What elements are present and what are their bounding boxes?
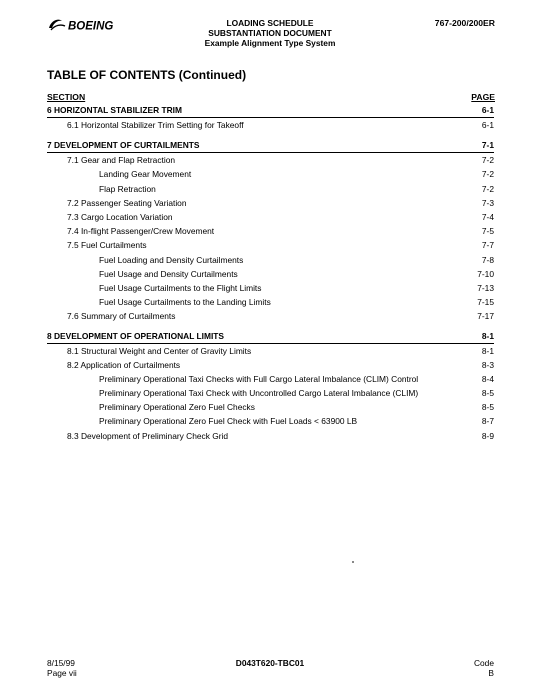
- toc-entry: [99, 183, 494, 195]
- toc-entry-page: 8-7: [481, 416, 494, 426]
- toc-entry-page: 7-4: [481, 212, 494, 222]
- toc-entry: [99, 268, 494, 280]
- toc-entry-page: 7-13: [477, 283, 494, 293]
- toc-entry: [67, 359, 494, 371]
- toc-entry-page: 7-2: [481, 169, 494, 179]
- toc-entry-title: Preliminary Operational Taxi Checks with Full Cargo Lateral Imbalance (CLIM) Control: [99, 374, 419, 384]
- toc-entry-page: 6-1: [481, 105, 494, 115]
- toc-entry-title: 6.1 Horizontal Stabilizer Trim Setting for Takeoff: [67, 120, 244, 130]
- toc-title: TABLE OF CONTENTS (Continued): [47, 68, 247, 82]
- toc-entry-page: 7-8: [481, 255, 494, 265]
- page-column-header: PAGE: [471, 92, 495, 102]
- toc-entry-page: 8-5: [481, 388, 494, 398]
- footer-page: Page vii: [47, 667, 77, 678]
- toc-entry: [47, 104, 494, 116]
- toc-entry-page: 8-1: [481, 346, 494, 356]
- toc-entry-page: 7-10: [477, 269, 494, 279]
- toc-entry-page: 7-1: [481, 140, 494, 150]
- toc-entry-title: 7.4 In-flight Passenger/Crew Movement: [67, 226, 215, 236]
- toc-entry: [99, 296, 494, 308]
- toc-entry-page: 8-1: [481, 331, 494, 341]
- toc-entry-title: 7.1 Gear and Flap Retraction: [67, 155, 176, 165]
- section-divider: [47, 343, 494, 344]
- toc-entry-page: 6-1: [481, 120, 494, 130]
- toc-entry-title: Preliminary Operational Zero Fuel Check with Fuel Loads < 63900 LB: [99, 416, 358, 426]
- toc-entry-title: 8 DEVELOPMENT OF OPERATIONAL LIMITS: [47, 331, 224, 341]
- footer-code-label: Code: [473, 658, 494, 668]
- footer-code-value: B: [488, 667, 494, 678]
- toc-entry-page: 8-4: [481, 374, 494, 384]
- section-column-header: SECTION: [47, 92, 86, 102]
- toc-entry-page: 7-2: [481, 155, 494, 165]
- toc-entry-page: 7-15: [477, 297, 494, 307]
- toc-entry: [67, 345, 494, 357]
- toc-entry: [67, 119, 494, 131]
- header-title-line-2: SUBSTANTIATION DOCUMENT: [208, 28, 332, 38]
- toc-entry: [99, 282, 494, 294]
- toc-entry: [99, 401, 494, 413]
- toc-entry-title: 7.3 Cargo Location Variation: [67, 212, 173, 222]
- toc-entry: [67, 239, 494, 251]
- toc-entry-page: 7-17: [477, 311, 494, 321]
- toc-entry-title: Flap Retraction: [99, 184, 156, 194]
- toc-entry: [67, 197, 494, 209]
- toc-entry: [67, 211, 494, 223]
- toc-entry-page: 8-5: [481, 402, 494, 412]
- toc-entry: [47, 139, 494, 151]
- toc-entry-title: Fuel Usage and Density Curtailments: [99, 269, 238, 279]
- footer-date: 8/15/99: [47, 658, 75, 668]
- section-divider: [47, 117, 494, 118]
- toc-entry-title: 6 HORIZONTAL STABILIZER TRIM: [47, 105, 182, 115]
- toc-entry-title: Preliminary Operational Zero Fuel Checks: [99, 402, 255, 412]
- toc-entry: [99, 254, 494, 266]
- logo-wordmark: BOEING: [68, 20, 114, 33]
- toc-entry-page: 8-9: [481, 431, 494, 441]
- toc-entry-page: 7-3: [481, 198, 494, 208]
- footer-right: [420, 659, 494, 678]
- toc-entry-title: Fuel Loading and Density Curtailments: [99, 255, 244, 265]
- toc-entry: [47, 330, 494, 342]
- toc-entry: [67, 430, 494, 442]
- toc-entry-title: 7.2 Passenger Seating Variation: [67, 198, 187, 208]
- header-title-line-3: Example Alignment Type System: [204, 38, 336, 48]
- toc-entry-title: Preliminary Operational Taxi Check with Uncontrolled Cargo Lateral Imbalance (CLIM): [99, 388, 419, 398]
- toc-entry: [67, 154, 494, 166]
- toc-entry: [67, 225, 494, 237]
- toc-entry-page: 7-2: [481, 184, 494, 194]
- toc-entry-title: Fuel Usage Curtailments to the Flight Limits: [99, 283, 262, 293]
- toc-entry-page: 7-5: [481, 226, 494, 236]
- toc-entry: [67, 310, 494, 322]
- aircraft-model: 767-200/200ER: [434, 18, 495, 28]
- scan-speck: [352, 561, 354, 563]
- toc-entry: [99, 415, 494, 427]
- toc-entry-title: 8.3 Development of Preliminary Check Grid: [67, 431, 229, 441]
- toc-entry: [99, 168, 494, 180]
- toc-entry-page: 7-7: [481, 240, 494, 250]
- toc-entry-title: 7.5 Fuel Curtailments: [67, 240, 147, 250]
- toc-entry-title: 7 DEVELOPMENT OF CURTAILMENTS: [47, 140, 200, 150]
- footer-doc-number: D043T620-TBC01: [235, 658, 305, 668]
- toc-entry-title: 8.2 Application of Curtailments: [67, 360, 181, 370]
- section-divider: [47, 152, 494, 153]
- toc-entry: [99, 387, 494, 399]
- toc-entry-title: 8.1 Structural Weight and Center of Gravity Limits: [67, 346, 252, 356]
- toc-entry-title: Landing Gear Movement: [99, 169, 192, 179]
- footer-left: [47, 659, 77, 678]
- toc-entry-title: 7.6 Summary of Curtailments: [67, 311, 176, 321]
- header-title-line-1: LOADING SCHEDULE: [226, 18, 314, 28]
- toc-entry-page: 8-3: [481, 360, 494, 370]
- toc-entry: [99, 373, 494, 385]
- toc-entry-title: Fuel Usage Curtailments to the Landing Limits: [99, 297, 271, 307]
